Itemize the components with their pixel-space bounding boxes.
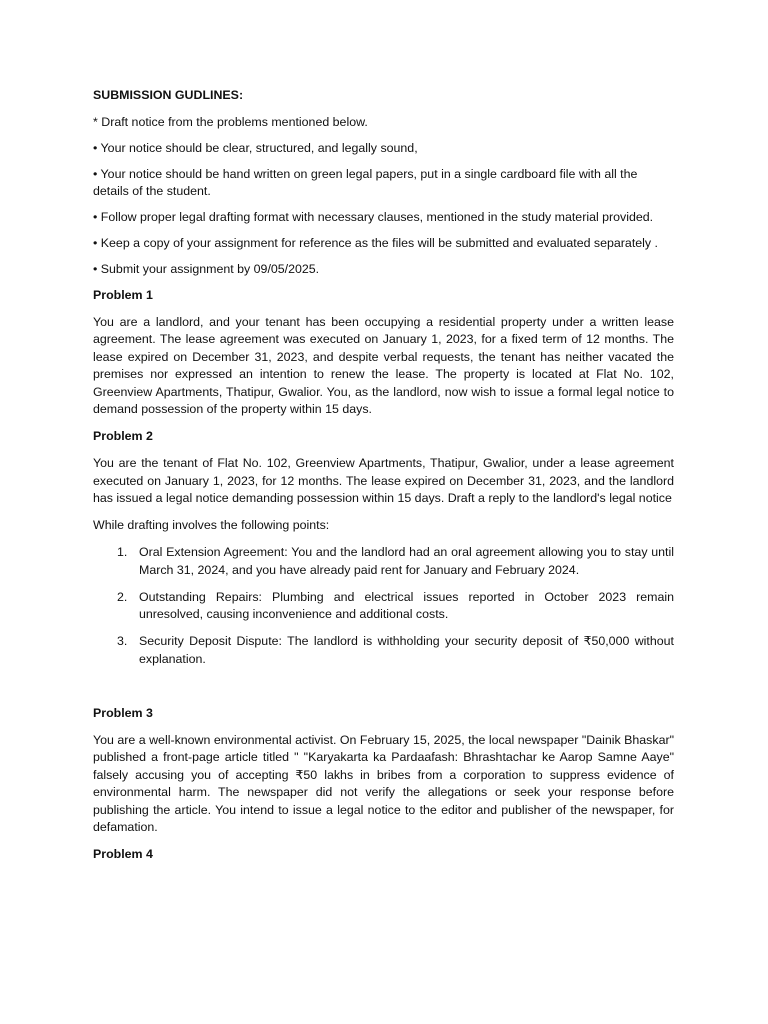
guidelines-heading: SUBMISSION GUDLINES: bbox=[93, 88, 244, 102]
list-item bbox=[117, 633, 674, 668]
guideline-item: • Keep a copy of your assignment for reference as the files will be submitted and evaluated separately . bbox=[93, 236, 658, 251]
list-text: Outstanding Repairs: Plumbing and electrical issues reported in October 2023 remain unresolved, causing inconvenience and additional costs. bbox=[139, 589, 674, 622]
guideline-item: • Your notice should be clear, structured, and legally sound, bbox=[93, 140, 418, 155]
problem1-text: You are a landlord, and your tenant has been occupying a residential property under a written lease agreement. The lease agreement was executed on January 1, 2023, for a fixed term of 12 months. The lease expired on December 31, 2023, and despite verbal requests, the tenant has neither vacated the premises nor expressed an intention to renew the lease. The property is located at Flat No. 102, Greenview Apartments, Thatipur, Gwalior. You, as the landlord, now wish to issue a formal legal notice to demand possession of the property within 15 days. bbox=[93, 314, 674, 417]
blank-space bbox=[93, 678, 674, 705]
guideline-item: • Follow proper legal drafting format with necessary clauses, mentioned in the study material provided. bbox=[93, 210, 654, 225]
list-number: 1. bbox=[117, 545, 128, 560]
list-text: Oral Extension Agreement: You and the landlord had an oral agreement allowing you to stay until March 31, 2024, and you have already paid rent for January and February 2024. bbox=[139, 545, 674, 577]
problem4-heading: Problem 4 bbox=[93, 847, 153, 862]
list-text: Security Deposit Dispute: The landlord is withholding your security deposit of ₹50,000 without explanation. bbox=[139, 634, 674, 666]
problem2-heading: Problem 2 bbox=[93, 429, 153, 444]
list-item bbox=[117, 544, 674, 579]
problem3-text: You are a well-known environmental activist. On February 15, 2025, the local newspaper "Dainik Bhaskar" published a front-page article titled " "Karyakarta ka Pardaafash: Bhrashtachar ke Aarop Samne Aaye" falsely accusing you of accepting ₹50 lakhs in bribes from a corporation to suppress evidence of environmental harm. The newspaper did not verify the allegations or seek your response before publishing the article. You intend to issue a legal notice to the editor and publisher of the newspaper, for defamation. bbox=[93, 732, 674, 835]
guideline-item: * Draft notice from the problems mentioned below. bbox=[93, 115, 368, 129]
list-item bbox=[117, 589, 674, 624]
problem2-text: You are the tenant of Flat No. 102, Greenview Apartments, Thatipur, Gwalior, under a lease agreement executed on January 1, 2023, for 12 months. The lease expired on December 31, 2023, and the landlord has issued a legal notice demanding possession within 15 days. Draft a reply to the landlord's legal notice bbox=[93, 456, 674, 506]
problem2-points-list bbox=[93, 544, 674, 668]
list-number: 3. bbox=[117, 634, 128, 649]
guideline-item: • Your notice should be hand written on green legal papers, put in a single cardboard file with all the details of the student. bbox=[93, 166, 638, 199]
guideline-item: • Submit your assignment by 09/05/2025. bbox=[93, 261, 320, 276]
problem3-heading: Problem 3 bbox=[93, 705, 153, 720]
list-number: 2. bbox=[117, 589, 128, 604]
problem2-intro: While drafting involves the following points: bbox=[93, 518, 330, 533]
problem1-heading: Problem 1 bbox=[93, 287, 153, 302]
